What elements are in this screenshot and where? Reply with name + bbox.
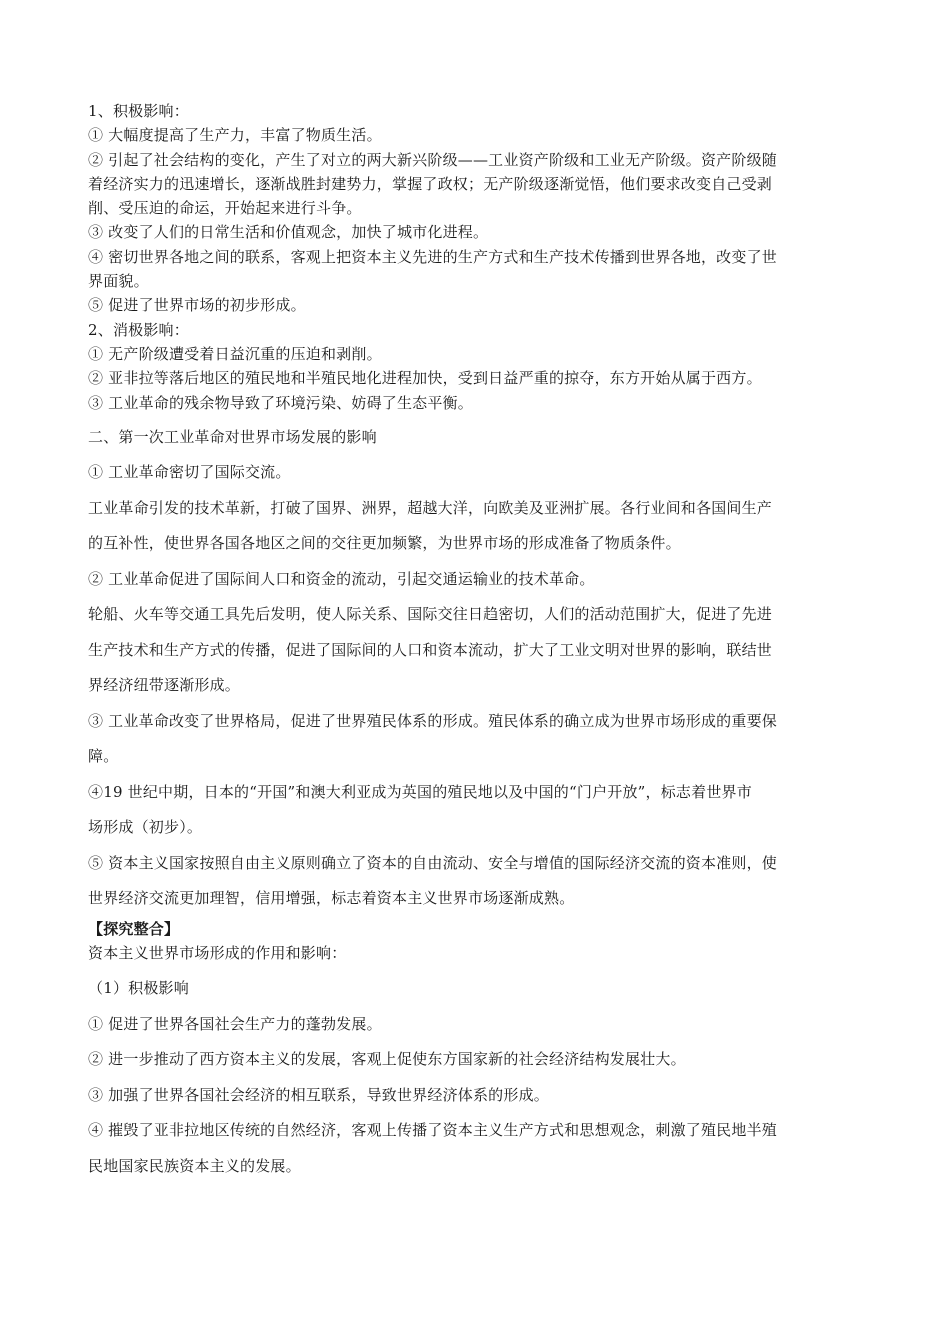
section-two-line: 轮船、火车等交通工具先后发明，使人际关系、国际交往日趋密切，人们的活动范围扩大，促进了先进	[88, 605, 773, 624]
section-one	[88, 99, 866, 415]
positive-item: ② 引起了社会结构的变化，产生了对立的两大新兴阶级——工业资产阶级和工业无产阶级。资产阶级随	[88, 150, 777, 169]
positive-item-continued: 界面貌。	[88, 272, 149, 291]
section-three-line: ④ 摧毁了亚非拉地区传统的自然经济，客观上传播了资本主义生产方式和思想观念，刺激了殖民地半殖	[88, 1121, 777, 1140]
positive-item: ① 大幅度提高了生产力，丰富了物质生活。	[88, 126, 382, 145]
section-two-line: 场形成（初步）。	[88, 818, 203, 837]
section-two-line: 障。	[88, 747, 119, 766]
section-three-line: ② 进一步推动了西方资本主义的发展，客观上促使东方国家新的社会经济结构发展壮大。	[88, 1050, 686, 1069]
document-page	[88, 99, 866, 1184]
positive-item: ④ 密切世界各地之间的联系，客观上把资本主义先进的生产方式和生产技术传播到世界各地，改变了世	[88, 247, 777, 266]
section-three-intro: 资本主义世界市场形成的作用和影响：	[88, 944, 347, 963]
section-two-line: ⑤ 资本主义国家按照自由主义原则确立了资本的自由流动、安全与增值的国际经济交流的资本准则，使	[88, 853, 777, 872]
positive-item: ③ 改变了人们的日常生活和价值观念，加快了城市化进程。	[88, 223, 489, 242]
section-two-line: 生产技术和生产方式的传播，促进了国际间的人口和资本流动，扩大了工业文明对世界的影响，联结世	[88, 640, 773, 659]
section-three	[88, 917, 866, 1185]
positive-item-continued: 着经济实力的迅速增长，逐渐战胜封建势力，掌握了政权；无产阶级逐渐觉悟，他们要求改变自己受剥	[88, 174, 773, 193]
section-two-line: 世界经济交流更加理智，信用增强，标志着资本主义世界市场逐渐成熟。	[88, 889, 575, 908]
section-two-line: ④19 世纪中期，日本的“开国”和澳大利亚成为英国的殖民地以及中国的“门户开放”，标志着世界市	[88, 782, 752, 801]
positive-impact-title: 1、积极影响：	[88, 102, 189, 120]
section-three-line: ③ 加强了世界各国社会经济的相互联系，导致世界经济体系的形成。	[88, 1085, 549, 1104]
negative-item: ① 无产阶级遭受着日益沉重的压迫和剥削。	[88, 344, 382, 363]
section-two-title: 二、第一次工业革命对世界市场发展的影响	[88, 427, 377, 446]
positive-item: ⑤ 促进了世界市场的初步形成。	[88, 296, 306, 315]
section-two-line: ② 工业革命促进了国际间人口和资金的流动，引起交通运输业的技术革命。	[88, 569, 595, 588]
section-two-line: ③ 工业革命改变了世界格局，促进了世界殖民体系的形成。殖民体系的确立成为世界市场形成的重要保	[88, 711, 777, 730]
explore-integrate-heading: 【探究整合】	[88, 919, 180, 938]
section-three-line: 民地国家民族资本主义的发展。	[88, 1156, 301, 1175]
section-two	[88, 420, 866, 917]
negative-item: ③ 工业革命的残余物导致了环境污染、妨碍了生态平衡。	[88, 393, 473, 412]
positive-item-continued: 削、受压迫的命运，开始起来进行斗争。	[88, 199, 362, 218]
negative-impact-title: 2、消极影响：	[88, 320, 189, 339]
section-three-line: ① 促进了世界各国社会生产力的蓬勃发展。	[88, 1014, 382, 1033]
negative-item: ② 亚非拉等落后地区的殖民地和半殖民地化进程加快，受到日益严重的掠夺，东方开始从属于西方。	[88, 369, 762, 388]
section-three-subheading: （1）积极影响	[88, 979, 189, 998]
section-two-line: 的互补性，使世界各国各地区之间的交往更加频繁，为世界市场的形成准备了物质条件。	[88, 534, 681, 553]
section-two-line: 界经济纽带逐渐形成。	[88, 676, 241, 695]
section-two-line: ① 工业革命密切了国际交流。	[88, 463, 291, 482]
section-two-line: 工业革命引发的技术革新，打破了国界、洲界，超越大洋，向欧美及亚洲扩展。各行业间和各国间生产	[88, 498, 773, 517]
